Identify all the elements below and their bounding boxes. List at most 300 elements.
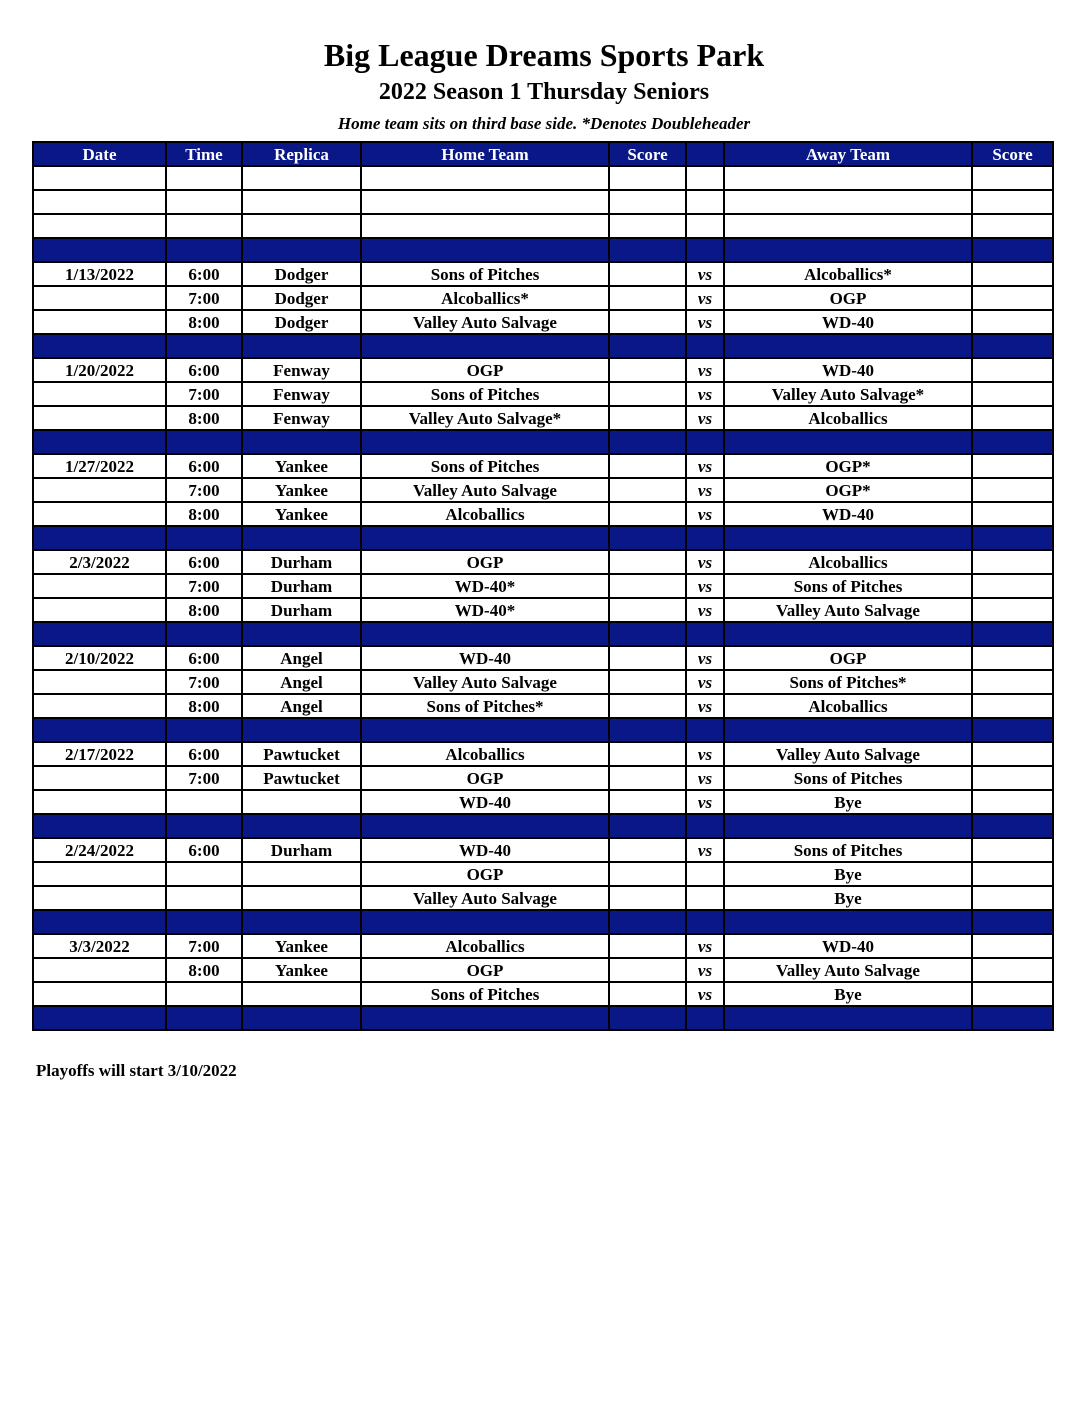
empty-cell — [724, 214, 972, 238]
game-row — [33, 598, 1053, 622]
game-replica-field: Dodger — [242, 262, 361, 286]
empty-cell — [972, 430, 1053, 454]
game-row — [33, 574, 1053, 598]
game-date — [33, 502, 166, 526]
empty-cell — [724, 430, 972, 454]
game-date: 2/3/2022 — [33, 550, 166, 574]
game-time: 8:00 — [166, 694, 242, 718]
game-time: 6:00 — [166, 454, 242, 478]
game-replica-field: Angel — [242, 670, 361, 694]
empty-cell — [686, 814, 724, 838]
empty-cell — [361, 430, 609, 454]
home-team: OGP — [361, 958, 609, 982]
game-time: 6:00 — [166, 838, 242, 862]
empty-cell — [166, 190, 242, 214]
empty-cell — [242, 814, 361, 838]
away-team: Bye — [724, 982, 972, 1006]
game-time — [166, 790, 242, 814]
week-separator-row — [33, 1006, 1053, 1030]
away-score — [972, 358, 1053, 382]
empty-cell — [242, 334, 361, 358]
home-score — [609, 646, 686, 670]
week-separator-row — [33, 814, 1053, 838]
versus-label: vs — [686, 550, 724, 574]
empty-cell — [242, 166, 361, 190]
game-time: 7:00 — [166, 766, 242, 790]
empty-cell — [972, 166, 1053, 190]
home-score — [609, 310, 686, 334]
game-date — [33, 886, 166, 910]
empty-cell — [686, 1006, 724, 1030]
empty-cell — [972, 190, 1053, 214]
versus-label: vs — [686, 502, 724, 526]
week-separator-row — [33, 238, 1053, 262]
empty-cell — [686, 526, 724, 550]
away-team: Sons of Pitches* — [724, 670, 972, 694]
game-row — [33, 958, 1053, 982]
away-team: Alcoballics — [724, 694, 972, 718]
game-date: 2/24/2022 — [33, 838, 166, 862]
home-score — [609, 742, 686, 766]
away-score — [972, 574, 1053, 598]
away-team: Bye — [724, 862, 972, 886]
away-team: Sons of Pitches — [724, 838, 972, 862]
empty-cell — [972, 526, 1053, 550]
game-row — [33, 478, 1053, 502]
game-time: 8:00 — [166, 406, 242, 430]
empty-cell — [724, 1006, 972, 1030]
away-score — [972, 550, 1053, 574]
away-score — [972, 382, 1053, 406]
away-score — [972, 862, 1053, 886]
game-row — [33, 886, 1053, 910]
home-team: Valley Auto Salvage — [361, 886, 609, 910]
col-header-away-score: Score — [972, 142, 1053, 166]
game-replica-field: Fenway — [242, 358, 361, 382]
away-score — [972, 286, 1053, 310]
away-score — [972, 694, 1053, 718]
game-date — [33, 982, 166, 1006]
empty-cell — [686, 166, 724, 190]
away-team: Sons of Pitches — [724, 766, 972, 790]
empty-cell — [361, 814, 609, 838]
game-replica-field: Yankee — [242, 502, 361, 526]
empty-cell — [724, 718, 972, 742]
col-header-time: Time — [166, 142, 242, 166]
away-team: Bye — [724, 886, 972, 910]
home-score — [609, 502, 686, 526]
versus-label: vs — [686, 838, 724, 862]
home-score — [609, 958, 686, 982]
away-team: WD-40 — [724, 310, 972, 334]
versus-label: vs — [686, 262, 724, 286]
game-time — [166, 862, 242, 886]
home-score — [609, 886, 686, 910]
away-score — [972, 982, 1053, 1006]
empty-cell — [609, 190, 686, 214]
game-replica-field — [242, 982, 361, 1006]
away-score — [972, 262, 1053, 286]
game-date — [33, 406, 166, 430]
away-team: OGP* — [724, 478, 972, 502]
game-date — [33, 766, 166, 790]
game-time: 7:00 — [166, 286, 242, 310]
away-score — [972, 934, 1053, 958]
schedule-note: Home team sits on third base side. *Denotes Doubleheader — [337, 114, 751, 133]
empty-cell — [166, 814, 242, 838]
empty-cell — [361, 718, 609, 742]
home-team: OGP — [361, 862, 609, 886]
versus-label: vs — [686, 358, 724, 382]
versus-label: vs — [686, 982, 724, 1006]
away-team: Alcoballics — [724, 550, 972, 574]
schedule-body — [33, 166, 1053, 1030]
game-time: 6:00 — [166, 742, 242, 766]
away-score — [972, 454, 1053, 478]
game-date: 2/10/2022 — [33, 646, 166, 670]
home-team: Sons of Pitches — [361, 982, 609, 1006]
week-separator-row — [33, 430, 1053, 454]
home-score — [609, 838, 686, 862]
game-date — [33, 310, 166, 334]
home-score — [609, 982, 686, 1006]
versus-label: vs — [686, 670, 724, 694]
game-replica-field: Fenway — [242, 382, 361, 406]
home-team: OGP — [361, 550, 609, 574]
empty-cell — [166, 622, 242, 646]
game-date: 2/17/2022 — [33, 742, 166, 766]
empty-cell — [361, 622, 609, 646]
game-date — [33, 790, 166, 814]
empty-cell — [166, 166, 242, 190]
versus-label: vs — [686, 574, 724, 598]
home-score — [609, 598, 686, 622]
empty-cell — [686, 334, 724, 358]
game-time: 8:00 — [166, 598, 242, 622]
empty-cell — [361, 214, 609, 238]
game-replica-field: Pawtucket — [242, 742, 361, 766]
away-team: Valley Auto Salvage — [724, 958, 972, 982]
game-replica-field — [242, 862, 361, 886]
away-score — [972, 406, 1053, 430]
empty-cell — [724, 622, 972, 646]
game-time: 7:00 — [166, 478, 242, 502]
empty-cell — [724, 238, 972, 262]
versus-label: vs — [686, 406, 724, 430]
away-score — [972, 766, 1053, 790]
game-date — [33, 382, 166, 406]
empty-cell — [242, 910, 361, 934]
game-date — [33, 862, 166, 886]
game-row — [33, 670, 1053, 694]
week-separator-row — [33, 910, 1053, 934]
empty-cell — [609, 814, 686, 838]
empty-cell — [609, 1006, 686, 1030]
game-time — [166, 886, 242, 910]
game-replica-field — [242, 790, 361, 814]
empty-cell — [361, 238, 609, 262]
game-replica-field: Yankee — [242, 454, 361, 478]
game-date — [33, 286, 166, 310]
empty-cell — [166, 238, 242, 262]
away-team: WD-40 — [724, 502, 972, 526]
game-row — [33, 742, 1053, 766]
empty-cell — [242, 718, 361, 742]
game-replica-field: Yankee — [242, 934, 361, 958]
home-team: WD-40* — [361, 574, 609, 598]
col-header-date: Date — [33, 142, 166, 166]
game-time: 7:00 — [166, 934, 242, 958]
home-team: Alcoballics* — [361, 286, 609, 310]
game-time: 6:00 — [166, 262, 242, 286]
empty-cell — [33, 190, 166, 214]
empty-cell — [609, 622, 686, 646]
game-row — [33, 406, 1053, 430]
away-score — [972, 886, 1053, 910]
home-team: OGP — [361, 766, 609, 790]
home-score — [609, 934, 686, 958]
game-row — [33, 262, 1053, 286]
game-row — [33, 862, 1053, 886]
empty-cell — [33, 814, 166, 838]
empty-cell — [724, 190, 972, 214]
empty-cell — [609, 430, 686, 454]
game-time: 7:00 — [166, 574, 242, 598]
home-score — [609, 862, 686, 886]
away-score — [972, 742, 1053, 766]
empty-cell — [972, 238, 1053, 262]
game-row — [33, 766, 1053, 790]
versus-label: vs — [686, 382, 724, 406]
game-time: 6:00 — [166, 358, 242, 382]
home-team: WD-40* — [361, 598, 609, 622]
empty-cell — [972, 814, 1053, 838]
game-replica-field: Angel — [242, 694, 361, 718]
home-score — [609, 358, 686, 382]
home-score — [609, 286, 686, 310]
empty-cell — [686, 430, 724, 454]
empty-cell — [33, 214, 166, 238]
versus-label: vs — [686, 646, 724, 670]
empty-cell — [686, 190, 724, 214]
game-date: 3/3/2022 — [33, 934, 166, 958]
empty-cell — [609, 910, 686, 934]
home-team: Alcoballics — [361, 502, 609, 526]
home-score — [609, 766, 686, 790]
empty-cell — [609, 718, 686, 742]
game-date: 1/13/2022 — [33, 262, 166, 286]
empty-cell — [609, 238, 686, 262]
game-row — [33, 358, 1053, 382]
empty-cell — [33, 238, 166, 262]
home-team: Valley Auto Salvage — [361, 310, 609, 334]
page-title: Big League Dreams Sports Park — [323, 37, 765, 73]
away-team: OGP — [724, 646, 972, 670]
empty-cell — [686, 214, 724, 238]
empty-cell — [686, 910, 724, 934]
game-time: 8:00 — [166, 958, 242, 982]
week-separator-row — [33, 622, 1053, 646]
game-replica-field: Yankee — [242, 478, 361, 502]
game-date: 1/20/2022 — [33, 358, 166, 382]
home-score — [609, 262, 686, 286]
game-date: 1/27/2022 — [33, 454, 166, 478]
week-separator-row — [33, 334, 1053, 358]
page-subtitle: 2022 Season 1 Thursday Seniors — [378, 79, 710, 105]
home-team: Alcoballics — [361, 742, 609, 766]
away-score — [972, 670, 1053, 694]
blank-row — [33, 166, 1053, 190]
home-team: Valley Auto Salvage — [361, 478, 609, 502]
empty-cell — [972, 622, 1053, 646]
game-time — [166, 982, 242, 1006]
home-team: Sons of Pitches — [361, 262, 609, 286]
home-score — [609, 406, 686, 430]
game-row — [33, 502, 1053, 526]
playoffs-note: Playoffs will start 3/10/2022 — [36, 1061, 237, 1080]
game-row — [33, 982, 1053, 1006]
home-team: Alcoballics — [361, 934, 609, 958]
empty-cell — [361, 910, 609, 934]
versus-label: vs — [686, 454, 724, 478]
empty-cell — [972, 910, 1053, 934]
game-time: 7:00 — [166, 382, 242, 406]
home-team: Valley Auto Salvage* — [361, 406, 609, 430]
empty-cell — [242, 214, 361, 238]
away-score — [972, 790, 1053, 814]
empty-cell — [166, 430, 242, 454]
home-team: OGP — [361, 358, 609, 382]
away-team: OGP* — [724, 454, 972, 478]
away-team: Alcoballics* — [724, 262, 972, 286]
empty-cell — [242, 526, 361, 550]
empty-cell — [972, 334, 1053, 358]
game-row — [33, 454, 1053, 478]
game-date — [33, 598, 166, 622]
game-replica-field: Dodger — [242, 286, 361, 310]
game-replica-field: Pawtucket — [242, 766, 361, 790]
game-date — [33, 694, 166, 718]
game-replica-field — [242, 886, 361, 910]
versus-label: vs — [686, 958, 724, 982]
empty-cell — [724, 334, 972, 358]
week-separator-row — [33, 526, 1053, 550]
game-date — [33, 958, 166, 982]
home-team: WD-40 — [361, 790, 609, 814]
empty-cell — [33, 334, 166, 358]
empty-cell — [686, 238, 724, 262]
empty-cell — [361, 334, 609, 358]
game-replica-field: Durham — [242, 550, 361, 574]
game-time: 8:00 — [166, 310, 242, 334]
away-score — [972, 478, 1053, 502]
home-team: WD-40 — [361, 838, 609, 862]
empty-cell — [609, 166, 686, 190]
game-replica-field: Angel — [242, 646, 361, 670]
away-team: Valley Auto Salvage* — [724, 382, 972, 406]
home-score — [609, 454, 686, 478]
away-score — [972, 598, 1053, 622]
home-score — [609, 550, 686, 574]
empty-cell — [972, 214, 1053, 238]
col-header-away-team: Away Team — [724, 142, 972, 166]
header-row — [33, 142, 1053, 166]
blank-row — [33, 214, 1053, 238]
versus-label: vs — [686, 934, 724, 958]
versus-label: vs — [686, 598, 724, 622]
col-header-home-score: Score — [609, 142, 686, 166]
game-replica-field: Durham — [242, 838, 361, 862]
home-score — [609, 694, 686, 718]
away-team: OGP — [724, 286, 972, 310]
empty-cell — [972, 718, 1053, 742]
game-time: 6:00 — [166, 646, 242, 670]
empty-cell — [724, 526, 972, 550]
away-score — [972, 958, 1053, 982]
away-score — [972, 310, 1053, 334]
game-date — [33, 670, 166, 694]
empty-cell — [609, 214, 686, 238]
game-replica-field: Fenway — [242, 406, 361, 430]
away-team: Alcoballics — [724, 406, 972, 430]
game-replica-field: Durham — [242, 598, 361, 622]
empty-cell — [686, 718, 724, 742]
empty-cell — [972, 1006, 1053, 1030]
game-replica-field: Durham — [242, 574, 361, 598]
versus-label: vs — [686, 478, 724, 502]
versus-label: vs — [686, 742, 724, 766]
versus-label: vs — [686, 694, 724, 718]
empty-cell — [33, 622, 166, 646]
home-score — [609, 790, 686, 814]
empty-cell — [724, 814, 972, 838]
empty-cell — [166, 910, 242, 934]
empty-cell — [33, 910, 166, 934]
game-time: 6:00 — [166, 550, 242, 574]
empty-cell — [724, 910, 972, 934]
home-score — [609, 574, 686, 598]
game-row — [33, 310, 1053, 334]
game-row — [33, 286, 1053, 310]
empty-cell — [361, 190, 609, 214]
home-team: Sons of Pitches — [361, 454, 609, 478]
empty-cell — [242, 622, 361, 646]
empty-cell — [361, 1006, 609, 1030]
versus-label: vs — [686, 310, 724, 334]
game-row — [33, 382, 1053, 406]
empty-cell — [242, 238, 361, 262]
versus-label: vs — [686, 286, 724, 310]
game-row — [33, 694, 1053, 718]
home-team: Valley Auto Salvage — [361, 670, 609, 694]
versus-label — [686, 862, 724, 886]
away-score — [972, 838, 1053, 862]
empty-cell — [361, 166, 609, 190]
home-score — [609, 670, 686, 694]
schedule-table — [32, 141, 1054, 1031]
empty-cell — [361, 526, 609, 550]
game-date — [33, 574, 166, 598]
game-time: 8:00 — [166, 502, 242, 526]
empty-cell — [33, 526, 166, 550]
empty-cell — [33, 1006, 166, 1030]
home-team: Sons of Pitches* — [361, 694, 609, 718]
game-replica-field: Dodger — [242, 310, 361, 334]
empty-cell — [609, 334, 686, 358]
empty-cell — [686, 622, 724, 646]
empty-cell — [724, 166, 972, 190]
game-replica-field: Yankee — [242, 958, 361, 982]
